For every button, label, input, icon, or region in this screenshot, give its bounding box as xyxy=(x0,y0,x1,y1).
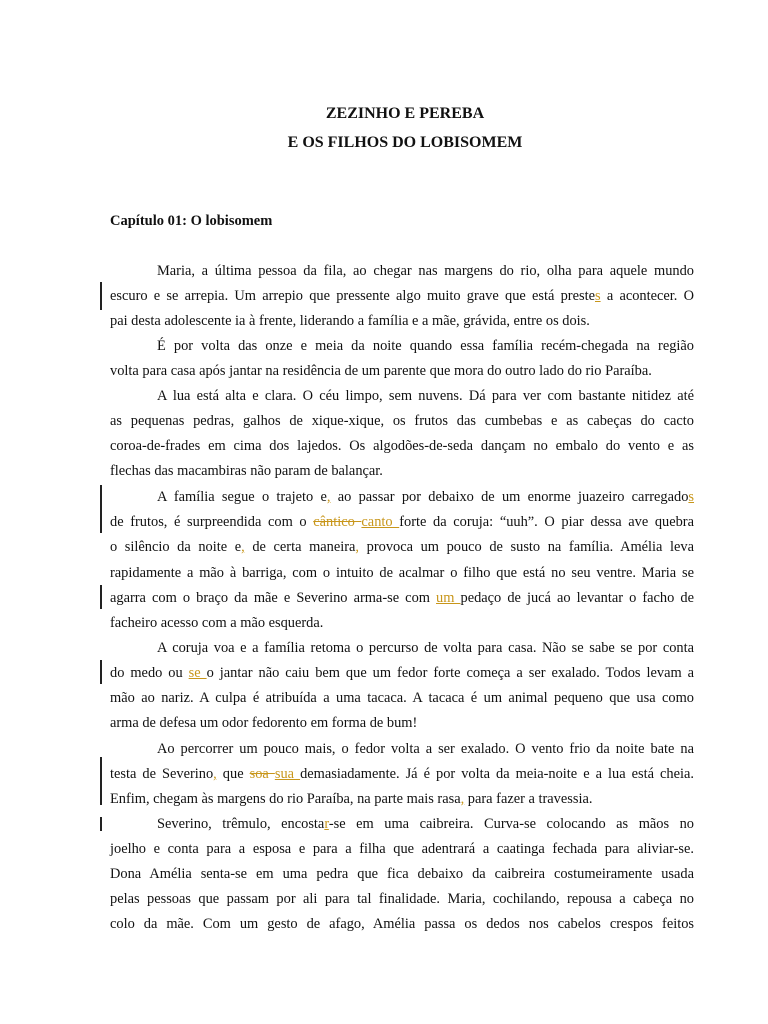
paragraph-line xyxy=(110,287,694,305)
tracked-insertion: , xyxy=(213,766,217,782)
text-run: pedaço de jucá ao levantar o facho de xyxy=(460,590,694,606)
text-run: Severino, trêmulo, encosta xyxy=(157,816,325,832)
paragraph-line: as pequenas pedras, galhos de xique-xique, os frutos das cumbebas e as cabeças do cacto xyxy=(110,413,694,429)
paragraph-line xyxy=(157,815,694,833)
paragraph-line: mão ao nariz. A culpa é atribuída a uma tacaca. A tacaca é um animal pequeno que usa como xyxy=(110,690,694,706)
text-run: de certa maneira xyxy=(244,539,356,555)
text-run: agarra com o braço da mãe e Severino arma-se com xyxy=(110,590,437,606)
paragraph-line: colo da mãe. Com um gesto de afago, Amélia passa os dedos nos cabelos crespos feitos xyxy=(110,916,694,932)
paragraph-line: É por volta das onze e meia da noite quando essa família recém-chegada na região xyxy=(157,338,694,354)
paragraph-line xyxy=(110,664,694,682)
text-run: o silêncio da noite e xyxy=(110,539,242,555)
paragraph-line: rapidamente a mão à barriga, com o intuito de acalmar o filho que está no seu ventre. Maria se xyxy=(110,565,694,581)
text-run: de frutos, é surpreendida com o xyxy=(110,514,314,530)
tracked-insertion: , xyxy=(241,539,245,555)
paragraph-line xyxy=(110,589,694,607)
tracked-insertion: , xyxy=(355,539,360,555)
tracked-insertion: s xyxy=(594,288,601,304)
paragraph-line xyxy=(110,513,694,531)
paragraph-line: Dona Amélia senta-se em uma pedra que fica debaixo da caibreira costumeiramente usada xyxy=(110,866,694,882)
text-run: -se em uma caibreira. Curva-se colocando as mãos no xyxy=(328,816,694,832)
tracked-insertion: sua xyxy=(274,766,301,782)
tracked-insertion: s xyxy=(688,489,695,505)
paragraph-line: A lua está alta e clara. O céu limpo, sem nuvens. Dá para ver com bastante nitidez até xyxy=(157,388,694,404)
text-run: para fazer a travessia. xyxy=(464,791,593,807)
text-run: forte da coruja: “uuh”. O piar dessa ave quebra xyxy=(399,514,694,530)
change-bar xyxy=(100,485,102,533)
tracked-insertion: canto xyxy=(361,514,400,530)
text-run: testa de Severino xyxy=(110,766,214,782)
tracked-deletion: soa xyxy=(249,766,275,782)
paragraph-line: pelas pessoas que passam por ali para tal finalidade. Maria, cochilando, repousa a cabeça no xyxy=(110,891,694,907)
paragraph-line: pai desta adolescente ia à frente, liderando a família e a mãe, grávida, entre os dois. xyxy=(110,313,590,329)
paragraph-line: coroa-de-frades em cima dos lajedos. Os algodões-de-seda dançam no embalo do vento e as xyxy=(110,438,694,454)
document-title-line-1: ZEZINHO E PEREBA xyxy=(325,105,485,122)
text-run: Enfim, chegam às margens do rio Paraíba, na parte mais rasa xyxy=(110,791,461,807)
paragraph-line: Maria, a última pessoa da fila, ao chegar nas margens do rio, olha para aquele mundo xyxy=(157,263,694,279)
paragraph-line: facheiro acesso com a mão esquerda. xyxy=(110,615,324,631)
paragraph-line xyxy=(157,488,694,506)
paragraph-line: volta para casa após jantar na residência de um parente que mora do outro lado do rio Paraíba. xyxy=(110,363,652,379)
tracked-deletion: cântico xyxy=(313,514,362,530)
tracked-insertion: , xyxy=(460,791,465,807)
chapter-heading: Capítulo 01: O lobisomem xyxy=(110,213,273,229)
change-bar xyxy=(100,585,102,609)
text-run: ao passar por debaixo de um enorme juazeiro carregado xyxy=(330,489,689,505)
text-run: demasiadamente. Já é por volta da meia-noite e a lua está cheia. xyxy=(300,766,694,782)
text-run: provoca um pouco de susto na família. Amélia leva xyxy=(359,539,695,555)
paragraph-line: flechas das macambiras não param de balançar. xyxy=(110,463,383,479)
paragraph-line xyxy=(110,790,694,808)
text-run: a acontecer. O xyxy=(600,288,694,304)
paragraph-line: joelho e conta para a esposa e para a filha que adentrará a caatinga fechada para aliviar-se. xyxy=(110,841,694,857)
tracked-insertion: um xyxy=(436,590,461,606)
tracked-insertion: r xyxy=(324,816,329,832)
paragraph-line xyxy=(110,538,694,556)
change-bar xyxy=(100,817,102,831)
paragraph-line: Ao percorrer um pouco mais, o fedor volta a ser exalado. O vento frio da noite bate na xyxy=(157,741,694,757)
tracked-insertion: se xyxy=(188,665,207,681)
text-run: do medo ou xyxy=(110,665,189,681)
text-run: escuro e se arrepia. Um arrepio que pressente algo muito grave que está preste xyxy=(110,288,595,304)
paragraph-line: arma de defesa um odor fedorento em forma de bum! xyxy=(110,715,418,731)
change-bar xyxy=(100,282,102,310)
change-bar xyxy=(100,660,102,684)
text-run: A família segue o trajeto e xyxy=(157,489,327,505)
change-bar xyxy=(100,757,102,805)
document-title-line-2: E OS FILHOS DO LOBISOMEM xyxy=(287,134,523,151)
text-run: o jantar não caiu bem que um fedor forte começa a ser exalado. Todos levam a xyxy=(206,665,695,681)
text-run: que xyxy=(216,766,250,782)
tracked-insertion: , xyxy=(326,489,331,505)
paragraph-line: A coruja voa e a família retoma o percurso de volta para casa. Não se sabe se por conta xyxy=(157,640,694,656)
paragraph-line xyxy=(110,765,694,783)
